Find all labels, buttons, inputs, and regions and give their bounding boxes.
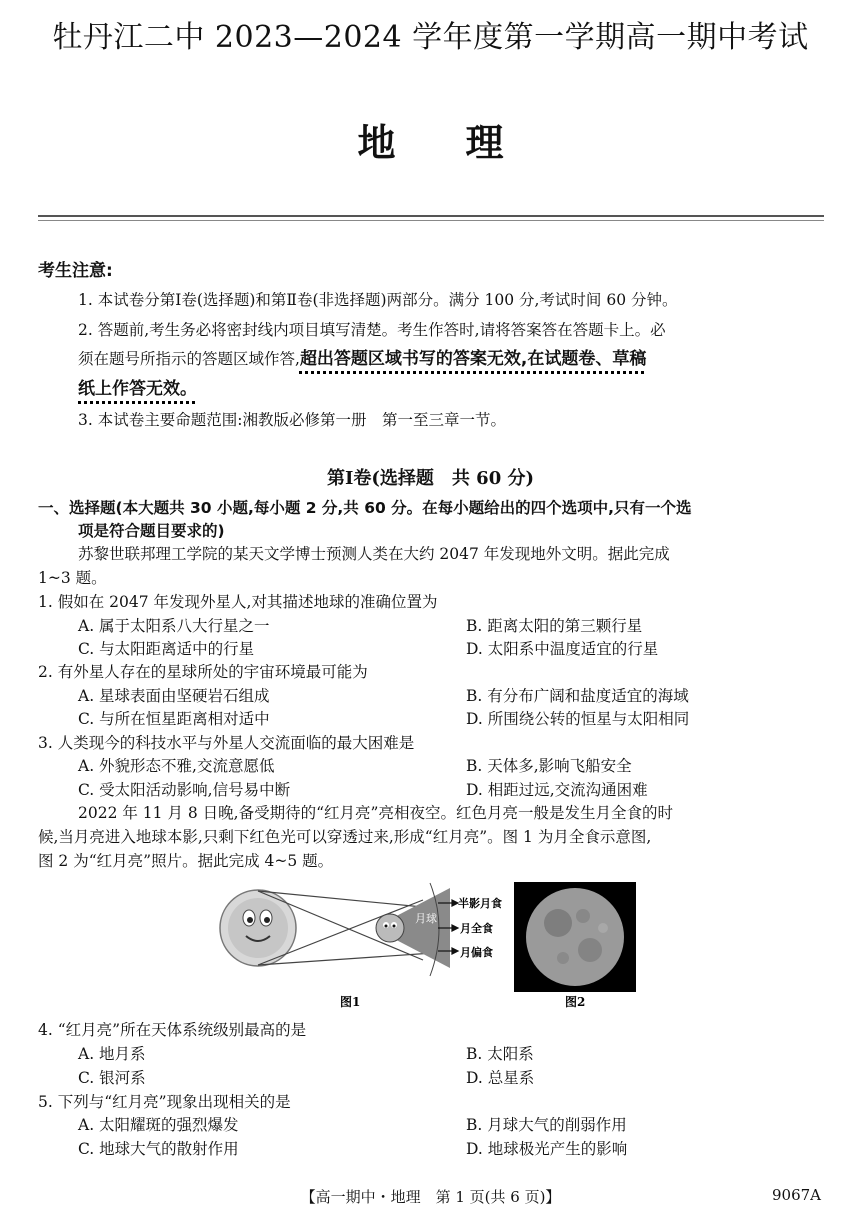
question-2-option-b: B. 有分布广阔和盐度适宜的海域 [466,687,689,705]
question-4-option-d: D. 总星系 [466,1069,535,1087]
question-4-option-a: A. 地月系 [78,1045,146,1063]
question-3-option-c: C. 受太阳活动影响,信号易中断 [78,781,291,799]
figure-1-lunar-eclipse-diagram [218,878,638,1013]
question-1-option-a: A. 属于太阳系八大行星之一 [78,617,270,635]
question-5-option-a: A. 太阳耀斑的强烈爆发 [78,1116,239,1134]
section-heading-line1: 一、选择题(本大题共 30 小题,每小题 2 分,共 60 分。在每小题给出的四个选项中,只有一个选 [38,499,692,517]
figure-1-caption: 图1 [340,995,361,1009]
section-title: 第Ⅰ卷(选择题 共 60 分) [326,468,535,489]
notice-heading: 考生注意: [38,261,113,281]
earth-illustration [376,914,404,942]
question-2-option-c: C. 与所在恒星距离相对适中 [78,710,270,728]
question-1-stem: 1. 假如在 2047 年发现外星人,对其描述地球的准确位置为 [38,593,438,611]
notice-item-2-emphasis: 超出答题区域书写的答案无效,在试题卷、草稿 [299,349,647,369]
question-5-option-b: B. 月球大气的削弱作用 [466,1116,627,1134]
subject-title: 地理 [357,120,574,165]
question-5-option-d: D. 地球极光产生的影响 [466,1140,628,1158]
notice-item-2-emphasis-end: 纸上作答无效。 [78,379,197,399]
question-2-option-d: D. 所围绕公转的恒星与太阳相同 [466,710,690,728]
label-penumbral-eclipse: 半影月食 [458,897,502,910]
passage2-line3: 图 2 为“红月亮”照片。据此完成 4~5 题。 [38,852,334,870]
figure-2-red-moon-photo [514,882,636,992]
notice-item-2-line1: 2. 答题前,考生务必将密封线内项目填写清楚。考生作答时,请将答案答在答题卡上。必 [78,321,666,339]
exam-code: 9067A [772,1186,822,1204]
question-2-option-a: A. 星球表面由坚硬岩石组成 [78,687,270,705]
figure-2-caption: 图2 [565,995,586,1009]
label-total-eclipse: 月全食 [460,922,493,935]
question-1-option-d: D. 太阳系中温度适宜的行星 [466,640,659,658]
moon-label: 月球 [415,912,437,925]
passage2-line1: 2022 年 11 月 8 日晚,备受期待的“红月亮”亮相夜空。红色月亮一般是发生月全食的时 [78,804,673,822]
question-4-option-b: B. 太阳系 [466,1045,534,1063]
question-4-stem: 4. “红月亮”所在天体系统级别最高的是 [38,1021,307,1039]
question-1-option-c: C. 与太阳距离适中的行星 [78,640,255,658]
question-5-stem: 5. 下列与“红月亮”现象出现相关的是 [38,1093,291,1111]
eclipse-figures [218,878,638,1013]
notice-item-3: 3. 本试卷主要命题范围:湘教版必修第一册 第一至三章一节。 [78,411,506,429]
question-3-option-b: B. 天体多,影响飞船安全 [466,757,632,775]
page-footer: 【高一期中・地理 第 1 页(共 6 页)】 [300,1188,561,1206]
header-divider-thin [38,220,824,221]
exam-title: 牡丹江二中 2023—2024 学年度第一学期高一期中考试 [52,20,809,55]
question-3-stem: 3. 人类现今的科技水平与外星人交流面临的最大困难是 [38,734,415,752]
section-heading-line2: 项是符合题目要求的) [78,522,225,540]
passage1-line1: 苏黎世联邦理工学院的某天文学博士预测人类在大约 2047 年发现地外文明。据此完成 [78,545,670,563]
notice-item-2-line2 [78,344,646,369]
header-divider-thick [38,215,824,217]
passage2-line2: 候,当月亮进入地球本影,只剩下红色光可以穿透过来,形成“红月亮”。图 1 为月全食示意图, [38,828,652,846]
question-2-stem: 2. 有外星人存在的星球所处的宇宙环境最可能为 [38,663,368,681]
question-5-option-c: C. 地球大气的散射作用 [78,1140,239,1158]
notice-item-2-line3 [78,374,197,399]
question-1-option-b: B. 距离太阳的第三颗行星 [466,617,643,635]
question-3-option-a: A. 外貌形态不雅,交流意愿低 [78,757,275,775]
passage1-line2: 1~3 题。 [38,569,107,587]
notice-item-2-plain: 须在题号所指示的答题区域作答, [78,350,300,368]
notice-item-1: 1. 本试卷分第Ⅰ卷(选择题)和第Ⅱ卷(非选择题)两部分。满分 100 分,考试时间 60 分钟。 [78,291,678,309]
label-partial-eclipse: 月偏食 [460,946,493,959]
question-3-option-d: D. 相距过远,交流沟通困难 [466,781,648,799]
question-4-option-c: C. 银河系 [78,1069,146,1087]
